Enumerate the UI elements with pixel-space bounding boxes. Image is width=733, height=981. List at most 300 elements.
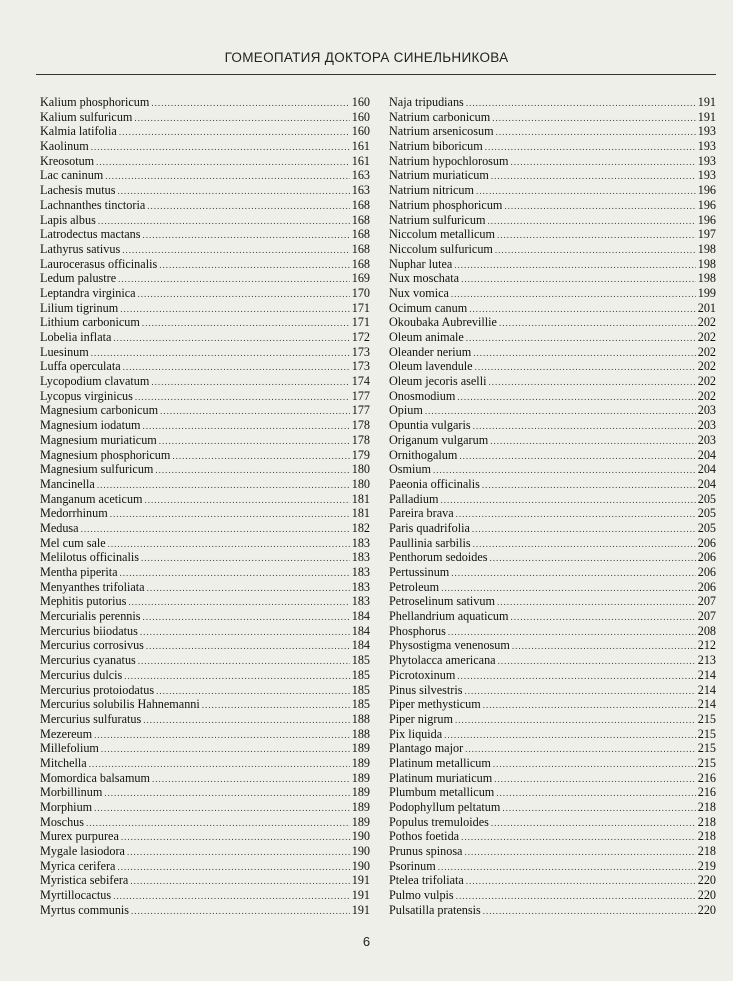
- index-entry: [40, 95, 370, 110]
- dot-leader: [512, 639, 696, 654]
- page-ref: 177: [351, 403, 370, 418]
- remedy-name: Pertussinum: [389, 565, 450, 579]
- page-ref: 196: [697, 212, 716, 227]
- remedy-name: Magnesium iodatum: [40, 418, 141, 433]
- dot-leader: [121, 830, 350, 845]
- dot-leader: [485, 140, 696, 155]
- index-entry: [40, 829, 370, 844]
- index-entry: [40, 609, 370, 624]
- dot-leader: [456, 507, 696, 522]
- dot-leader: [496, 125, 696, 140]
- index-entry: [389, 345, 716, 360]
- page-ref: 169: [351, 271, 370, 286]
- dot-leader: [495, 243, 696, 258]
- index-entry: [389, 462, 716, 477]
- dot-leader: [159, 258, 350, 273]
- dot-leader: [101, 742, 350, 757]
- page-ref: 160: [351, 95, 370, 109]
- remedy-name: Kaolinum: [40, 139, 89, 154]
- index-entry: [389, 521, 716, 536]
- page-ref: 191: [351, 888, 370, 903]
- dot-leader: [152, 772, 350, 787]
- remedy-name: Natrium nitricum: [389, 183, 474, 198]
- remedy-name: Natrium sulfuricum: [389, 212, 486, 227]
- remedy-name: Podophyllum peltatum: [389, 800, 501, 814]
- dot-leader: [497, 228, 696, 243]
- index-entry: [389, 859, 716, 874]
- index-entry: [389, 829, 716, 844]
- index-entry: [40, 477, 370, 492]
- index-entry: [389, 418, 716, 433]
- index-entry: [40, 638, 370, 653]
- index-entry: [389, 403, 716, 418]
- page-ref: 174: [351, 374, 370, 389]
- remedy-name: Platinum muriaticum: [389, 770, 493, 785]
- remedy-name: Luffa operculata: [40, 359, 121, 374]
- remedy-name: Platinum metallicum: [389, 755, 491, 770]
- dot-leader: [119, 125, 350, 140]
- remedy-name: Natrium hypochlorosum: [389, 153, 509, 168]
- dot-leader: [457, 390, 695, 405]
- page-ref: 203: [697, 403, 716, 418]
- index-entry: [40, 800, 370, 815]
- remedy-name: Myrtillocactus: [40, 888, 112, 903]
- index-entry: [40, 198, 370, 213]
- page-ref: 197: [697, 227, 716, 242]
- page-ref: 204: [697, 476, 716, 491]
- page-ref: 202: [697, 388, 716, 403]
- page-ref: 220: [697, 888, 716, 903]
- page-ref: 182: [351, 520, 370, 535]
- index-entry: [389, 301, 716, 316]
- index-entry: [389, 536, 716, 551]
- remedy-name: Niccolum sulfuricum: [389, 241, 493, 256]
- dot-leader: [490, 551, 696, 566]
- remedy-name: Oleum jecoris aselli: [389, 374, 487, 389]
- dot-leader: [91, 140, 350, 155]
- dot-leader: [459, 449, 695, 464]
- page-ref: 177: [351, 388, 370, 403]
- dot-leader: [117, 860, 349, 875]
- page-ref: 190: [351, 844, 370, 859]
- remedy-name: Psorinum: [389, 858, 436, 873]
- remedy-name: Oleander nerium: [389, 344, 472, 359]
- dot-leader: [138, 654, 350, 669]
- index-entry: [389, 315, 716, 330]
- page-ref: 215: [697, 711, 716, 726]
- remedy-name: Magnesium carbonicum: [40, 403, 159, 418]
- page-ref: 196: [697, 183, 716, 198]
- remedy-name: Melilotus officinalis: [40, 550, 139, 565]
- index-entry: [40, 506, 370, 521]
- page-ref: 168: [351, 241, 370, 256]
- dot-leader: [464, 845, 695, 860]
- index-entry: [40, 286, 370, 301]
- page-ref: 189: [351, 755, 370, 770]
- dot-leader: [482, 478, 696, 493]
- remedy-name: Momordica balsamum: [40, 770, 151, 785]
- remedy-name: Pareira brava: [389, 506, 454, 521]
- page-ref: 188: [351, 726, 370, 741]
- dot-leader: [151, 96, 349, 111]
- dot-leader: [141, 551, 350, 566]
- dot-leader: [496, 786, 695, 801]
- remedy-name: Kalium phosphoricum: [40, 95, 150, 109]
- remedy-name: Petroselinum sativum: [389, 594, 495, 609]
- page-ref: 205: [697, 491, 716, 506]
- dot-leader: [466, 874, 696, 889]
- dot-leader: [156, 684, 350, 699]
- remedy-name: Mercurius cyanatus: [40, 653, 136, 668]
- page-ref: 180: [351, 476, 370, 491]
- page-ref: 178: [351, 432, 370, 447]
- index-entry: [389, 697, 716, 712]
- dot-leader: [108, 537, 350, 552]
- index-entry: [389, 448, 716, 463]
- remedy-name: Morphium: [40, 800, 93, 814]
- index-entry: [389, 477, 716, 492]
- index-entry: [389, 844, 716, 859]
- index-entry: [389, 433, 716, 448]
- index-entry: [389, 903, 716, 918]
- page-ref: 216: [697, 785, 716, 800]
- page-ref: 189: [351, 800, 370, 814]
- dot-leader: [120, 566, 350, 581]
- remedy-name: Ptelea trifoliata: [389, 873, 464, 888]
- remedy-name: Lilium tigrinum: [40, 300, 119, 315]
- page-number: 6: [362, 934, 371, 949]
- remedy-name: Paullinia sarbilis: [389, 535, 471, 550]
- remedy-name: Oleum animale: [389, 330, 464, 344]
- index-entry: [40, 536, 370, 551]
- remedy-name: Myristica sebifera: [40, 873, 129, 888]
- remedy-name: Plumbum metallicum: [389, 785, 495, 800]
- remedy-name: Lac caninum: [40, 168, 104, 183]
- dot-leader: [488, 375, 695, 390]
- page-ref: 191: [351, 873, 370, 888]
- dot-leader: [118, 272, 350, 287]
- remedy-name: Okoubaka Aubrevillie: [389, 315, 497, 330]
- remedy-name: Kreosotum: [40, 153, 95, 168]
- index-entry: [389, 183, 716, 198]
- page-ref: 160: [351, 109, 370, 124]
- page-ref: 206: [697, 550, 716, 565]
- page-ref: 199: [697, 285, 716, 300]
- index-entry: [389, 594, 716, 609]
- index-entry: [40, 359, 370, 374]
- page-ref: 188: [351, 711, 370, 726]
- index-entry: [389, 873, 716, 888]
- dot-leader: [498, 654, 696, 669]
- page-ref: 215: [697, 726, 716, 741]
- running-header: ГОМЕОПАТИЯ ДОКТОРА СИНЕЛЬНИКОВА: [224, 50, 509, 65]
- dot-leader: [472, 522, 696, 537]
- dot-leader: [138, 287, 350, 302]
- dot-leader: [134, 111, 349, 126]
- page-ref: 193: [697, 139, 716, 154]
- index-entry: [40, 462, 370, 477]
- dot-leader: [81, 522, 350, 537]
- page-ref: 218: [697, 829, 716, 844]
- index-entry: [40, 242, 370, 257]
- dot-leader: [473, 346, 695, 361]
- dot-leader: [483, 904, 696, 919]
- dot-leader: [499, 316, 696, 331]
- page-ref: 173: [351, 359, 370, 374]
- dot-leader: [110, 507, 350, 522]
- dot-leader: [124, 669, 349, 684]
- page-ref: 184: [351, 609, 370, 624]
- remedy-name: Phosphorus: [389, 623, 446, 638]
- page-ref: 185: [351, 653, 370, 668]
- page-ref: 203: [697, 418, 716, 433]
- remedy-name: Natrium carbonicum: [389, 109, 491, 124]
- page-ref: 179: [351, 447, 370, 462]
- page-ref: 216: [697, 770, 716, 785]
- index-entry: [40, 213, 370, 228]
- page-ref: 183: [351, 565, 370, 579]
- page-ref: 206: [697, 579, 716, 594]
- dot-leader: [425, 404, 696, 419]
- index-entry: [389, 683, 716, 698]
- remedy-name: Mercurius protoiodatus: [40, 682, 155, 697]
- index-entry: [40, 110, 370, 125]
- remedy-name: Naja tripudians: [389, 95, 464, 109]
- dot-leader: [130, 874, 349, 889]
- index-entry: [40, 873, 370, 888]
- remedy-name: Magnesium phosphoricum: [40, 447, 171, 462]
- remedy-name: Paeonia officinalis: [389, 476, 480, 491]
- page-ref: 189: [351, 785, 370, 800]
- index-entry: [389, 653, 716, 668]
- page-ref: 190: [351, 829, 370, 844]
- remedy-name: Physostigma venenosum: [389, 638, 510, 653]
- dot-leader: [202, 698, 350, 713]
- page-ref: 218: [697, 844, 716, 859]
- remedy-name: Mercurius biiodatus: [40, 623, 138, 638]
- dot-leader: [491, 816, 696, 831]
- dot-leader: [493, 757, 696, 772]
- index-entry: [40, 374, 370, 389]
- remedy-name: Myrica cerifera: [40, 858, 116, 873]
- remedy-name: Moschus: [40, 814, 85, 829]
- remedy-name: Medusa: [40, 520, 79, 535]
- remedy-name: Pinus silvestris: [389, 682, 463, 697]
- index-entry: [389, 888, 716, 903]
- page-ref: 220: [697, 873, 716, 888]
- page-ref: 181: [351, 491, 370, 506]
- index-entry: [389, 271, 716, 286]
- dot-leader: [86, 816, 350, 831]
- index-entry: [40, 521, 370, 536]
- page-ref: 198: [697, 241, 716, 256]
- page-ref: 180: [351, 462, 370, 477]
- page-ref: 168: [351, 212, 370, 227]
- page-ref: 189: [351, 741, 370, 756]
- remedy-name: Natrium muriaticum: [389, 168, 489, 183]
- index-entry: [40, 492, 370, 507]
- remedy-name: Ledum palustre: [40, 271, 117, 286]
- remedy-name: Lithium carbonicum: [40, 315, 140, 330]
- index-entry: [389, 785, 716, 800]
- index-entry: [40, 668, 370, 683]
- dot-leader: [454, 258, 695, 273]
- index-entry: [40, 624, 370, 639]
- page-ref: 204: [697, 447, 716, 462]
- dot-leader: [483, 698, 696, 713]
- page-ref: 193: [697, 153, 716, 168]
- index-entry: [389, 624, 716, 639]
- remedy-name: Mercurialis perennis: [40, 609, 141, 624]
- dot-leader: [511, 155, 696, 170]
- remedy-name: Natrium biboricum: [389, 139, 483, 154]
- dot-leader: [457, 669, 695, 684]
- dot-leader: [151, 375, 349, 390]
- index-entry: [40, 330, 370, 345]
- remedy-name: Opuntia vulgaris: [389, 418, 471, 433]
- page-ref: 214: [697, 667, 716, 682]
- dot-leader: [497, 595, 696, 610]
- index-entry: [40, 594, 370, 609]
- page-ref: 219: [697, 858, 716, 873]
- index-entry: [40, 271, 370, 286]
- remedy-name: Lobelia inflata: [40, 330, 112, 344]
- dot-leader: [140, 625, 350, 640]
- remedy-name: Nuphar lutea: [389, 256, 453, 271]
- dot-leader: [155, 463, 349, 478]
- dot-leader: [135, 390, 350, 405]
- index-entry: [40, 888, 370, 903]
- index-entry: [40, 124, 370, 139]
- page-ref: 205: [697, 520, 716, 535]
- dot-leader: [510, 610, 695, 625]
- dot-leader: [145, 493, 350, 508]
- page-ref: 193: [697, 168, 716, 183]
- dot-leader: [492, 111, 696, 126]
- index-entry: [389, 213, 716, 228]
- index-entry: [40, 139, 370, 154]
- dot-leader: [466, 331, 696, 346]
- page-ref: 191: [697, 95, 716, 109]
- index-entry: [40, 433, 370, 448]
- index-entry: [40, 859, 370, 874]
- index-entry: [40, 756, 370, 771]
- dot-leader: [96, 155, 350, 170]
- remedy-name: Mancinella: [40, 476, 95, 491]
- dot-leader: [448, 625, 696, 640]
- index-entry: [40, 154, 370, 169]
- dot-leader: [97, 478, 350, 493]
- page-ref: 220: [697, 902, 716, 917]
- dot-leader: [466, 96, 696, 111]
- remedy-name: Onosmodium: [389, 388, 456, 403]
- dot-leader: [502, 801, 695, 816]
- page-ref: 213: [697, 653, 716, 668]
- index-entry: [389, 359, 716, 374]
- remedy-name: Nux vomica: [389, 285, 449, 300]
- page-ref: 190: [351, 858, 370, 873]
- index-entry: [40, 227, 370, 242]
- page-ref: 183: [351, 550, 370, 565]
- dot-leader: [456, 889, 696, 904]
- index-entry: [389, 638, 716, 653]
- remedy-name: Natrium phosphoricum: [389, 197, 503, 212]
- dot-leader: [465, 742, 696, 757]
- page-ref: 171: [351, 300, 370, 315]
- index-entry: [40, 712, 370, 727]
- dot-leader: [123, 360, 350, 375]
- dot-leader: [105, 169, 349, 184]
- index-entry: [389, 800, 716, 815]
- dot-leader: [94, 728, 350, 743]
- dot-leader: [473, 537, 696, 552]
- dot-leader: [98, 214, 350, 229]
- remedy-name: Pulmo vulpis: [389, 888, 454, 903]
- index-entry: [389, 242, 716, 257]
- index-entry: [40, 448, 370, 463]
- remedy-name: Piper nigrum: [389, 711, 453, 726]
- index-entry: [40, 683, 370, 698]
- index-entry: [389, 609, 716, 624]
- page-ref: 173: [351, 344, 370, 359]
- dot-leader: [128, 595, 349, 610]
- index-entry: [389, 741, 716, 756]
- remedy-name: Lachnanthes tinctoria: [40, 197, 146, 212]
- remedy-name: Mercurius dulcis: [40, 667, 123, 682]
- index-entry: [389, 198, 716, 213]
- remedy-name: Lapis albus: [40, 212, 96, 227]
- remedy-name: Menyanthes trifoliata: [40, 579, 145, 594]
- remedy-name: Kalium sulfuricum: [40, 109, 133, 124]
- index-entry: [40, 301, 370, 316]
- remedy-name: Mercurius corrosivus: [40, 638, 144, 653]
- remedy-name: Latrodectus mactans: [40, 227, 141, 242]
- page-ref: 207: [697, 609, 716, 624]
- page-ref: 196: [697, 197, 716, 212]
- index-entry: [40, 183, 370, 198]
- index-entry: [40, 785, 370, 800]
- remedy-name: Phellandrium aquaticum: [389, 609, 509, 624]
- index-entry: [389, 95, 716, 110]
- dot-leader: [120, 302, 350, 317]
- index-entry: [389, 286, 716, 301]
- page-ref: 168: [351, 197, 370, 212]
- page-ref: 203: [697, 432, 716, 447]
- index-entry: [40, 815, 370, 830]
- page-ref: 202: [697, 330, 716, 344]
- page-ref: 168: [351, 227, 370, 242]
- page-ref: 191: [351, 902, 370, 917]
- index-entry: [389, 374, 716, 389]
- index-entry: [40, 565, 370, 580]
- page-ref: 207: [697, 594, 716, 609]
- index-entry: [389, 110, 716, 125]
- index-entry: [40, 653, 370, 668]
- header-rule: [36, 74, 716, 75]
- remedy-name: Opium: [389, 403, 423, 418]
- page-ref: 202: [697, 315, 716, 330]
- page-ref: 184: [351, 638, 370, 653]
- remedy-name: Myrtus communis: [40, 902, 130, 917]
- index-entry: [389, 565, 716, 580]
- remedy-name: Palladium: [389, 491, 439, 506]
- dot-leader: [461, 830, 696, 845]
- remedy-name: Murex purpurea: [40, 829, 119, 844]
- remedy-name: Prunus spinosa: [389, 844, 463, 859]
- index-entry: [40, 168, 370, 183]
- page-ref: 185: [351, 667, 370, 682]
- index-entry: [389, 712, 716, 727]
